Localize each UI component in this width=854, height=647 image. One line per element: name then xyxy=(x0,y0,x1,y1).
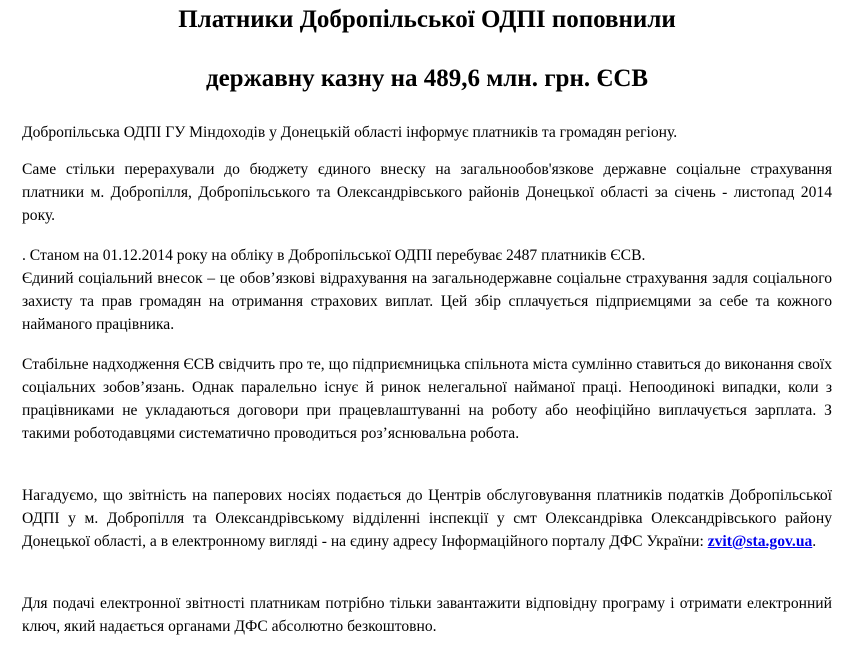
paragraph-intro: Добропільська ОДПІ ГУ Міндоходів у Донецькій області інформує платників та громадян регіону. xyxy=(22,124,678,141)
paragraph-electronic-reporting: Для подачі електронної звітності платникам потрібно тільки завантажити відповідну програму і отримати електронний ключ, який надається органами ДФС абсолютно безкоштовно. xyxy=(22,595,832,635)
paragraph-stability: Стабільне надходження ЄСВ свідчить про те, що підприємницька спільнота міста сумлінно ставиться до виконання своїх соціальних зобов’язань. Однак паралельно існує й ринок нелегальної найманої праці. Непоодинокі випадки, коли з працівниками не укладаються договори при працевлаштуванні на роботу або неофіційно виплачується зарплата. З такими роботодавцями систематично проводиться роз’яснювальна робота. xyxy=(22,356,832,442)
paragraph-registration xyxy=(22,244,832,336)
article-title-line-2: державну казну на 489,6 млн. грн. ЄСВ xyxy=(205,65,649,92)
article-title-line-1: Платники Добропільської ОДПІ поповнили xyxy=(178,6,676,33)
paragraph-registration-first-line: . Станом на 01.12.2014 року на обліку в Добропільської ОДПІ перебуває 2487 платників ЄСВ. xyxy=(22,247,646,264)
email-link[interactable]: zvit@sta.gov.ua xyxy=(707,533,813,550)
paragraph-reporting xyxy=(22,484,832,553)
paragraph-registration-body: Єдиний соціальний внесок – це обов’язкові відрахування на загальнодержавне соціальне страхування задля соціального захисту та прав громадян на отримання страхових виплат. Цей збір сплачується підприємцями за себе та кожного найманого працівника. xyxy=(22,270,832,333)
paragraph-reporting-text: Нагадуємо, що звітність на паперових носіях подається до Центрів обслуговування платників податків Добропільської ОДПІ у м. Добропілля та Олександрівському відділенні інспекції у смт Олександрівка Олександрівського району Донецької області, а в електронному вигляді - на єдину адресу Інформаційного порталу ДФС України: xyxy=(22,487,832,550)
paragraph-summary: Саме стільки перерахували до бюджету єдиного внеску на загальнообов'язкове державне соціальне страхування платники м. Добропілля, Добропільського та Олександрівського районів Донецької області за січень - листопад 2014 року. xyxy=(22,161,832,224)
paragraph-reporting-end: . xyxy=(812,533,817,550)
